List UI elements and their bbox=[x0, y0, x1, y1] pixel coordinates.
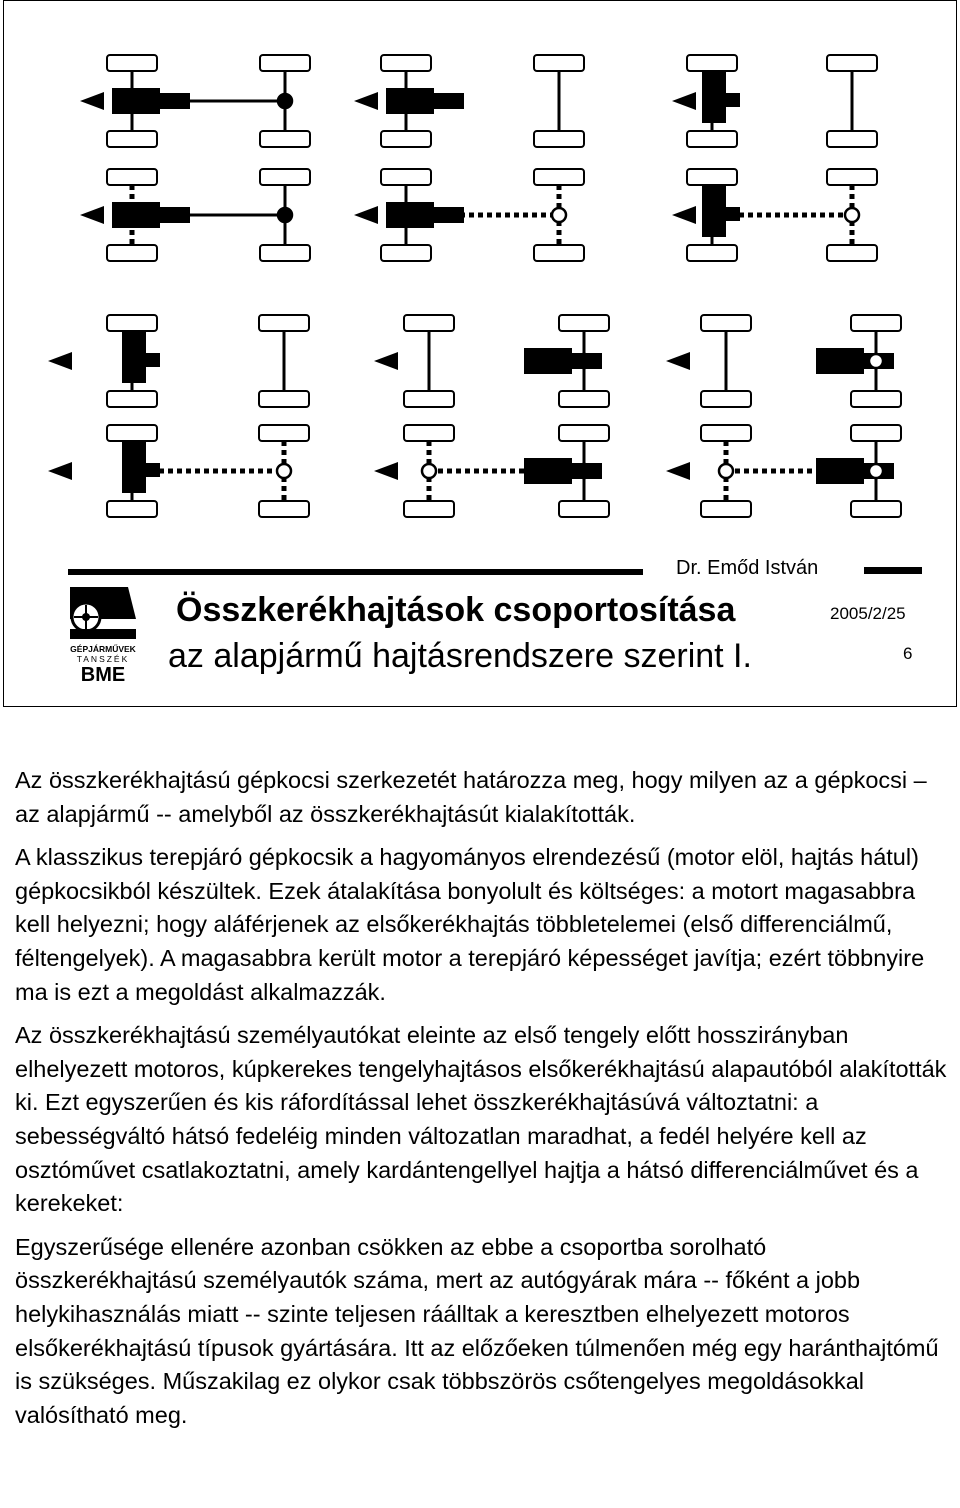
wheel bbox=[381, 131, 431, 147]
author-name: Dr. Emőd István bbox=[676, 557, 819, 579]
differential bbox=[125, 354, 139, 368]
direction-arrow bbox=[672, 206, 696, 224]
wheel bbox=[827, 131, 877, 147]
wheel bbox=[851, 391, 901, 407]
direction-arrow bbox=[80, 206, 104, 224]
wheel bbox=[687, 169, 737, 185]
paragraph: Az összkerékhajtású gépkocsi szerkezetét határozza meg, hogy milyen az a gépkocsi – az alapjármű -- amelyből az összkerékhajtásút kialakították. bbox=[15, 767, 927, 827]
direction-arrow bbox=[666, 352, 690, 370]
differential bbox=[577, 354, 591, 368]
gearbox bbox=[726, 207, 740, 221]
wheel bbox=[534, 55, 584, 71]
gearbox bbox=[160, 93, 190, 109]
bme-gepjarmuvek-logo bbox=[66, 579, 138, 683]
wheel bbox=[687, 55, 737, 71]
direction-arrow bbox=[354, 92, 378, 110]
wheel bbox=[687, 245, 737, 261]
differential bbox=[125, 464, 139, 478]
wheel bbox=[701, 315, 751, 331]
wheel bbox=[260, 131, 310, 147]
direction-arrow bbox=[354, 206, 378, 224]
title-rule bbox=[68, 569, 643, 575]
differential bbox=[552, 208, 566, 222]
direction-arrow bbox=[48, 462, 72, 480]
direction-arrow bbox=[374, 352, 398, 370]
paragraph: Az összkerékhajtású személyautókat eleinte az első tengely előtt hosszirányban elhelyezett motoros, kúpkerekes tengelyhajtásos elsőkerékhajtású alapautóból alakították ki. Ezt egyszerűen és kis ráfordítással lehet összkerékhajtásúvá változtatni: a sebességváltó hátsó fedeléig minden változatlan maradhat, a fedél helyére kell az osztóművet csatlakoztatni, amely kardántengellyel hajtja a hátsó differenciálművet és a kerekeket: bbox=[15, 1022, 947, 1217]
wheel bbox=[107, 501, 157, 517]
wheel bbox=[404, 315, 454, 331]
engine bbox=[816, 458, 864, 484]
wheel bbox=[404, 425, 454, 441]
wheel bbox=[851, 501, 901, 517]
wheel bbox=[260, 245, 310, 261]
direction-arrow bbox=[672, 92, 696, 110]
wheel bbox=[381, 169, 431, 185]
wheel bbox=[107, 131, 157, 147]
differential bbox=[705, 208, 719, 222]
direction-arrow bbox=[666, 462, 690, 480]
differential bbox=[869, 464, 883, 478]
gearbox bbox=[160, 207, 190, 223]
direction-arrow bbox=[48, 352, 72, 370]
wheel bbox=[259, 425, 309, 441]
wheel bbox=[534, 245, 584, 261]
differential bbox=[399, 208, 413, 222]
gearbox bbox=[146, 353, 160, 367]
differential bbox=[705, 94, 719, 108]
engine bbox=[524, 348, 572, 374]
wheel bbox=[851, 315, 901, 331]
wheel bbox=[260, 169, 310, 185]
differential bbox=[278, 94, 292, 108]
direction-arrow bbox=[374, 462, 398, 480]
wheel bbox=[559, 501, 609, 517]
gearbox bbox=[146, 463, 160, 477]
wheel bbox=[701, 425, 751, 441]
svg-text:TANSZÉK: TANSZÉK bbox=[76, 654, 130, 664]
differential bbox=[869, 354, 883, 368]
wheel bbox=[559, 315, 609, 331]
wheel bbox=[534, 169, 584, 185]
wheel bbox=[107, 315, 157, 331]
differential bbox=[845, 208, 859, 222]
wheel bbox=[851, 425, 901, 441]
paragraph: A klasszikus terepjáró gépkocsik a hagyományos elrendezésű (motor elöl, hajtás hátul) gépkocsikból készültek. Ezek átalakítása bonyolult és költséges: a motort magasabbra kell helyezni; hogy aláférjenek az elsőkerékhajtás többletelemei (első differenciálmű, féltengelyek). A magasabbra került motor a terepjáró képességet javítja; ezért többnyire ma is ezt a megoldást alkalmazzák. bbox=[15, 844, 925, 1005]
wheel bbox=[381, 55, 431, 71]
slide-page-number: 6 bbox=[903, 644, 913, 663]
differential bbox=[422, 464, 436, 478]
engine bbox=[524, 458, 572, 484]
wheel bbox=[827, 169, 877, 185]
differential bbox=[277, 464, 291, 478]
wheel bbox=[107, 169, 157, 185]
slide-frame bbox=[3, 0, 957, 707]
svg-text:GÉPJÁRMŰVEK: GÉPJÁRMŰVEK bbox=[70, 644, 136, 654]
title-rule-right bbox=[864, 567, 922, 574]
slide-title: Összkerékhajtások csoportosítása bbox=[176, 591, 736, 629]
wheel bbox=[534, 131, 584, 147]
wheel bbox=[701, 501, 751, 517]
wheel bbox=[687, 131, 737, 147]
wheel bbox=[107, 245, 157, 261]
engine bbox=[816, 348, 864, 374]
gearbox bbox=[726, 93, 740, 107]
paragraph: Egyszerűsége ellenére azonban csökken az ebbe a csoportba sorolható összkerékhajtású személyautók száma, mert az autógyárak mára -- főként a jobb helykihasználás miatt -- szinte teljesen ráálltak a keresztben elhelyezett motoros elsőkerékhajtású típusok gyártására. Itt az előzőeken túlmenően még egy haránthajtómű is szükséges. Műszakilag ez olykor csak többszörös csőtengelyes megoldásokkal valósítható meg. bbox=[15, 1233, 939, 1428]
svg-text:BME: BME bbox=[80, 664, 126, 683]
wheel bbox=[381, 245, 431, 261]
wheel bbox=[107, 425, 157, 441]
wheel bbox=[107, 55, 157, 71]
wheel bbox=[259, 315, 309, 331]
wheel bbox=[107, 391, 157, 407]
gearbox bbox=[434, 207, 464, 223]
slide-date: 2005/2/25 bbox=[830, 604, 906, 623]
direction-arrow bbox=[80, 92, 104, 110]
engine bbox=[112, 202, 160, 228]
engine bbox=[112, 88, 160, 114]
wheel bbox=[559, 391, 609, 407]
wheel bbox=[260, 55, 310, 71]
wheel bbox=[827, 245, 877, 261]
body-text bbox=[15, 764, 950, 1432]
differential bbox=[577, 464, 591, 478]
wheel bbox=[259, 501, 309, 517]
wheel bbox=[559, 425, 609, 441]
wheel bbox=[404, 501, 454, 517]
wheel bbox=[827, 55, 877, 71]
gearbox bbox=[434, 93, 464, 109]
drivetrain-diagrams bbox=[4, 1, 956, 561]
wheel bbox=[259, 391, 309, 407]
wheel bbox=[404, 391, 454, 407]
differential bbox=[719, 464, 733, 478]
differential bbox=[399, 94, 413, 108]
differential bbox=[278, 208, 292, 222]
wheel bbox=[701, 391, 751, 407]
slide-subtitle: az alapjármű hajtásrendszere szerint I. bbox=[168, 637, 752, 675]
